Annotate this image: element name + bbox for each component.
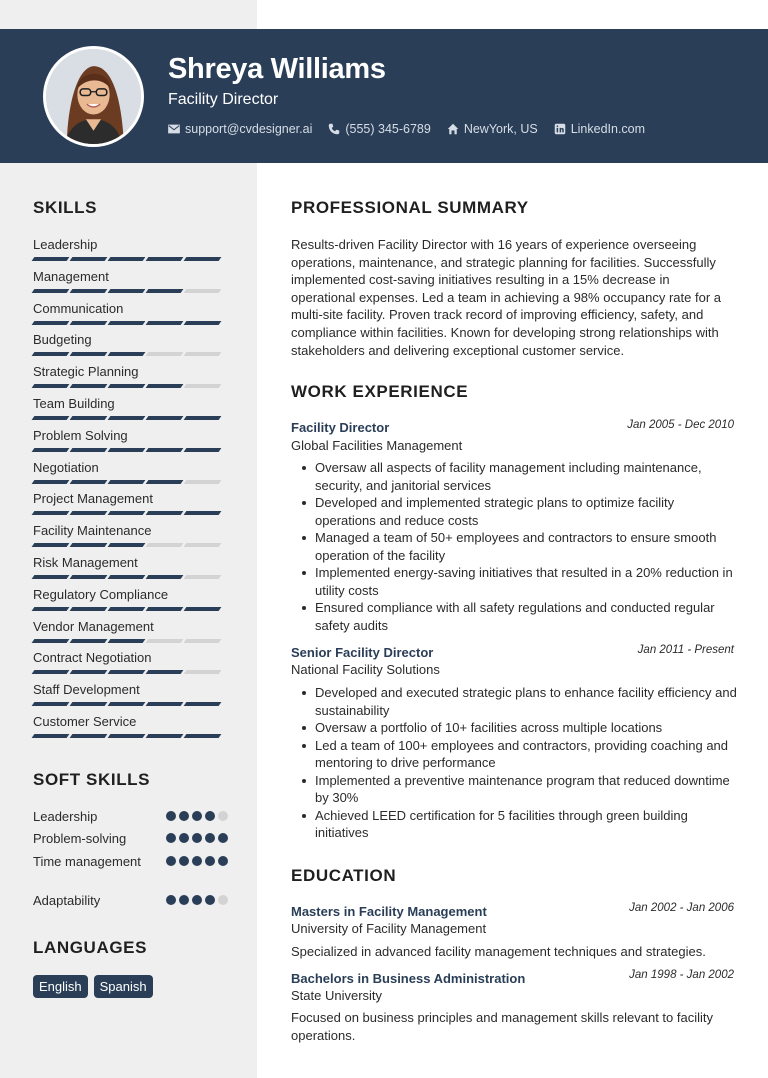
contact-bar bbox=[168, 122, 645, 136]
rating-segment bbox=[70, 670, 108, 674]
rating-dot bbox=[166, 811, 176, 821]
language-pill: Spanish bbox=[94, 975, 153, 998]
rating-segment bbox=[32, 670, 70, 674]
rating-segment bbox=[108, 543, 146, 547]
rating-segment bbox=[146, 639, 184, 643]
rating-dot bbox=[179, 856, 189, 866]
rating-segment bbox=[146, 448, 184, 452]
rating-segment bbox=[184, 575, 222, 579]
rating-segment bbox=[70, 607, 108, 611]
rating-dot bbox=[192, 895, 202, 905]
envelope-icon bbox=[168, 123, 180, 135]
rating-dot bbox=[218, 811, 228, 821]
job-dates: Jan 2011 - Present bbox=[637, 644, 734, 656]
rating-segment bbox=[146, 321, 184, 325]
skill-rating-bar bbox=[33, 607, 223, 611]
rating-segment bbox=[184, 639, 222, 643]
soft-skill-item bbox=[33, 808, 228, 825]
rating-segment bbox=[108, 257, 146, 261]
soft-skill-item bbox=[33, 853, 228, 870]
rating-segment bbox=[184, 448, 222, 452]
skill-label: Customer Service bbox=[33, 714, 137, 729]
contact-email[interactable] bbox=[168, 122, 312, 136]
rating-segment bbox=[108, 480, 146, 484]
rating-segment bbox=[70, 352, 108, 356]
rating-segment bbox=[70, 543, 108, 547]
list-item: Implemented energy-saving initiatives that resulted in a 20% reduction in utility costs bbox=[299, 564, 737, 599]
soft-skill-item bbox=[33, 830, 228, 847]
skill-item bbox=[33, 619, 223, 643]
languages-heading: LANGUAGES bbox=[33, 938, 148, 957]
rating-segment bbox=[146, 352, 184, 356]
list-item: Ensured compliance with all safety regulations and conducted regular safety audits bbox=[299, 599, 737, 634]
portrait-photo bbox=[46, 49, 141, 144]
skill-item bbox=[33, 555, 223, 579]
skill-item bbox=[33, 237, 223, 261]
skill-label: Facility Maintenance bbox=[33, 523, 152, 539]
rating-segment bbox=[184, 416, 222, 420]
skill-rating-bar bbox=[33, 639, 223, 643]
rating-segment bbox=[108, 289, 146, 293]
rating-segment bbox=[146, 543, 184, 547]
soft-skill-rating bbox=[166, 833, 228, 847]
skill-item bbox=[33, 301, 223, 325]
rating-segment bbox=[184, 702, 222, 706]
skill-label: Strategic Planning bbox=[33, 364, 139, 380]
skill-label: Management bbox=[33, 268, 109, 284]
rating-segment bbox=[32, 543, 70, 547]
soft-skill-item bbox=[33, 892, 228, 909]
phone-icon bbox=[328, 123, 340, 135]
rating-segment bbox=[146, 257, 184, 261]
skill-rating-bar bbox=[33, 384, 223, 388]
rating-segment bbox=[32, 702, 70, 706]
rating-segment bbox=[32, 289, 70, 293]
skill-item bbox=[33, 587, 223, 611]
soft-skills-heading: SOFT SKILLS bbox=[33, 770, 151, 789]
skill-label: Leadership bbox=[33, 237, 98, 252]
rating-segment bbox=[108, 702, 146, 706]
skill-label: Contract Negotiation bbox=[33, 650, 152, 666]
rating-segment bbox=[146, 289, 184, 293]
job-dates: Jan 2005 - Dec 2010 bbox=[627, 419, 734, 431]
degree-description: Focused on business principles and management skills relevant to facility operations. bbox=[291, 1010, 713, 1043]
rating-dot bbox=[166, 856, 176, 866]
rating-dot bbox=[205, 811, 215, 821]
rating-segment bbox=[184, 352, 222, 356]
skill-rating-bar bbox=[33, 511, 223, 515]
candidate-role: Facility Director bbox=[168, 91, 279, 108]
skill-item bbox=[33, 364, 223, 388]
rating-segment bbox=[32, 448, 70, 452]
skill-label: Problem Solving bbox=[33, 427, 128, 443]
skill-label: Vendor Management bbox=[33, 618, 154, 634]
skill-item bbox=[33, 714, 223, 738]
rating-dot bbox=[179, 895, 189, 905]
rating-segment bbox=[70, 289, 108, 293]
rating-segment bbox=[32, 511, 70, 515]
rating-segment bbox=[108, 416, 146, 420]
rating-segment bbox=[146, 702, 184, 706]
rating-segment bbox=[184, 734, 222, 738]
school-name: State University bbox=[291, 988, 383, 1003]
job-title: Senior Facility Director bbox=[291, 645, 434, 660]
rating-segment bbox=[184, 384, 222, 388]
soft-skill-rating bbox=[166, 895, 228, 909]
skill-label: Regulatory Compliance bbox=[33, 586, 169, 602]
rating-segment bbox=[146, 384, 184, 388]
skill-rating-bar bbox=[33, 416, 223, 420]
skill-item bbox=[33, 523, 223, 547]
phone-text: (555) 345-6789 bbox=[345, 122, 431, 136]
rating-segment bbox=[108, 448, 146, 452]
list-item: Oversaw all aspects of facility management including maintenance, security, and janitorial services bbox=[299, 459, 737, 494]
rating-segment bbox=[146, 416, 184, 420]
skill-rating-bar bbox=[33, 352, 223, 356]
skill-rating-bar bbox=[33, 257, 223, 261]
summary-text: Results-driven Facility Director with 16 years of experience overseeing operations, maintenance, and strategic planning for facilities. Successfully implemented cost-saving initiatives resulting in a 15% decrease in operational expenses. Led a team in achieving a 98% occupancy rate for a multi-site facility. Proven track record of improving efficiency, safety, and compliance within facilities. Known for developing strong relationships with stakeholders and delivering exceptional customer service. bbox=[291, 237, 721, 358]
language-pill: English bbox=[33, 975, 88, 998]
job-company: National Facility Solutions bbox=[291, 662, 440, 677]
location-text: NewYork, US bbox=[463, 122, 538, 136]
soft-skill-label: Time management bbox=[33, 854, 141, 869]
contact-linkedin[interactable] bbox=[554, 122, 645, 136]
rating-segment bbox=[70, 384, 108, 388]
rating-segment bbox=[32, 575, 70, 579]
rating-segment bbox=[184, 480, 222, 484]
list-item: Developed and implemented strategic plans to optimize facility operations and reduce costs bbox=[299, 494, 737, 529]
rating-segment bbox=[146, 511, 184, 515]
rating-segment bbox=[146, 575, 184, 579]
skill-label: Communication bbox=[33, 300, 124, 316]
job-bullets bbox=[299, 684, 737, 842]
skill-item bbox=[33, 428, 223, 452]
rating-dot bbox=[192, 856, 202, 866]
job-title: Facility Director bbox=[291, 420, 390, 435]
rating-dot bbox=[218, 833, 228, 843]
candidate-name: Shreya Williams bbox=[168, 53, 386, 85]
skill-item bbox=[33, 491, 223, 515]
degree-title: Masters in Facility Management bbox=[291, 904, 487, 919]
rating-dot bbox=[192, 811, 202, 821]
rating-segment bbox=[70, 257, 108, 261]
rating-segment bbox=[32, 480, 70, 484]
rating-segment bbox=[108, 670, 146, 674]
rating-segment bbox=[108, 511, 146, 515]
rating-segment bbox=[70, 734, 108, 738]
rating-segment bbox=[70, 480, 108, 484]
rating-segment bbox=[184, 543, 222, 547]
skill-rating-bar bbox=[33, 575, 223, 579]
skill-label: Negotiation bbox=[33, 459, 99, 475]
rating-dot bbox=[218, 856, 228, 866]
rating-segment bbox=[70, 639, 108, 643]
list-item: Developed and executed strategic plans to enhance facility efficiency and sustainability bbox=[299, 684, 737, 719]
job-company: Global Facilities Management bbox=[291, 438, 463, 453]
rating-segment bbox=[146, 607, 184, 611]
rating-segment bbox=[184, 289, 222, 293]
rating-segment bbox=[184, 511, 222, 515]
summary-heading: PROFESSIONAL SUMMARY bbox=[291, 198, 529, 217]
avatar bbox=[43, 46, 144, 147]
rating-segment bbox=[108, 639, 146, 643]
skill-rating-bar bbox=[33, 448, 223, 452]
skill-rating-bar bbox=[33, 321, 223, 325]
soft-skill-label: Adaptability bbox=[33, 893, 101, 908]
school-name: University of Facility Management bbox=[291, 921, 487, 936]
skill-rating-bar bbox=[33, 543, 223, 547]
skill-item bbox=[33, 650, 223, 674]
rating-dot bbox=[205, 856, 215, 866]
list-item: Achieved LEED certification for 5 facilities through green building initiatives bbox=[299, 807, 737, 842]
rating-dot bbox=[192, 833, 202, 843]
rating-segment bbox=[32, 257, 70, 261]
skill-item bbox=[33, 269, 223, 293]
rating-segment bbox=[70, 448, 108, 452]
skill-item bbox=[33, 682, 223, 706]
rating-segment bbox=[70, 511, 108, 515]
rating-dot bbox=[179, 833, 189, 843]
rating-dot bbox=[205, 833, 215, 843]
skills-heading: SKILLS bbox=[33, 198, 98, 217]
rating-segment bbox=[146, 670, 184, 674]
soft-skill-label: Leadership bbox=[33, 809, 98, 824]
skill-rating-bar bbox=[33, 734, 223, 738]
soft-skill-rating bbox=[166, 811, 228, 825]
rating-dot bbox=[166, 895, 176, 905]
rating-segment bbox=[32, 321, 70, 325]
rating-segment bbox=[108, 384, 146, 388]
rating-segment bbox=[146, 734, 184, 738]
rating-segment bbox=[32, 352, 70, 356]
degree-description: Specialized in advanced facility management techniques and strategies. bbox=[291, 944, 706, 959]
skill-label: Team Building bbox=[33, 396, 115, 411]
contact-location bbox=[447, 122, 538, 136]
rating-segment bbox=[32, 607, 70, 611]
skill-rating-bar bbox=[33, 670, 223, 674]
list-item: Managed a team of 50+ employees and contractors to ensure smooth operation of the facility bbox=[299, 529, 737, 564]
rating-segment bbox=[184, 670, 222, 674]
rating-segment bbox=[32, 734, 70, 738]
rating-dot bbox=[218, 895, 228, 905]
rating-dot bbox=[205, 895, 215, 905]
degree-dates: Jan 2002 - Jan 2006 bbox=[629, 902, 734, 914]
rating-segment bbox=[184, 321, 222, 325]
degree-dates: Jan 1998 - Jan 2002 bbox=[629, 969, 734, 981]
rating-dot bbox=[166, 833, 176, 843]
soft-skill-rating bbox=[166, 856, 228, 870]
skill-item bbox=[33, 460, 223, 484]
rating-segment bbox=[32, 384, 70, 388]
rating-segment bbox=[184, 607, 222, 611]
education-heading: EDUCATION bbox=[291, 866, 397, 885]
home-icon bbox=[447, 123, 459, 135]
list-item: Implemented a preventive maintenance program that reduced downtime by 30% bbox=[299, 772, 737, 807]
rating-segment bbox=[108, 321, 146, 325]
rating-segment bbox=[184, 257, 222, 261]
linkedin-icon bbox=[554, 123, 566, 135]
skill-label: Staff Development bbox=[33, 682, 140, 698]
rating-segment bbox=[70, 416, 108, 420]
rating-segment bbox=[70, 575, 108, 579]
list-item: Oversaw a portfolio of 10+ facilities across multiple locations bbox=[299, 719, 737, 737]
degree-title: Bachelors in Business Administration bbox=[291, 971, 526, 986]
job-bullets bbox=[299, 459, 737, 634]
contact-phone[interactable] bbox=[328, 122, 430, 136]
rating-segment bbox=[108, 734, 146, 738]
rating-segment bbox=[108, 352, 146, 356]
list-item: Led a team of 100+ employees and contractors, providing coaching and mentoring to drive performance bbox=[299, 737, 737, 772]
skill-item bbox=[33, 332, 223, 356]
rating-segment bbox=[32, 639, 70, 643]
linkedin-text: LinkedIn.com bbox=[570, 122, 646, 136]
rating-segment bbox=[32, 416, 70, 420]
email-text: support@cvdesigner.ai bbox=[185, 122, 313, 136]
rating-segment bbox=[70, 321, 108, 325]
skill-label: Budgeting bbox=[33, 332, 92, 348]
skill-rating-bar bbox=[33, 480, 223, 484]
rating-segment bbox=[146, 480, 184, 484]
rating-dot bbox=[179, 811, 189, 821]
skill-label: Project Management bbox=[33, 491, 153, 507]
skill-rating-bar bbox=[33, 289, 223, 293]
languages-list bbox=[33, 975, 153, 998]
skill-label: Risk Management bbox=[33, 555, 138, 570]
skill-rating-bar bbox=[33, 702, 223, 706]
experience-heading: WORK EXPERIENCE bbox=[291, 382, 469, 401]
rating-segment bbox=[70, 702, 108, 706]
soft-skill-label: Problem-solving bbox=[33, 831, 127, 846]
rating-segment bbox=[108, 575, 146, 579]
rating-segment bbox=[108, 607, 146, 611]
skill-item bbox=[33, 396, 223, 420]
